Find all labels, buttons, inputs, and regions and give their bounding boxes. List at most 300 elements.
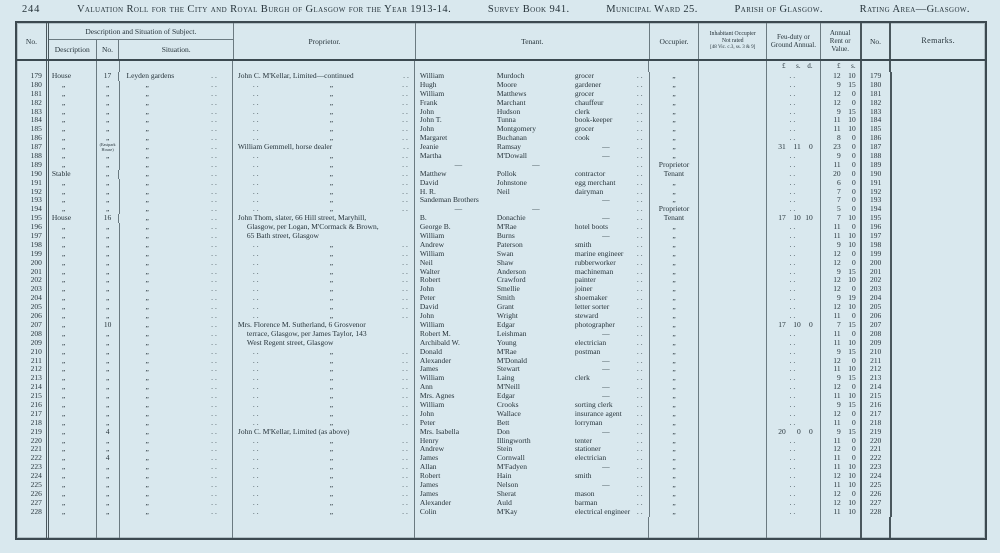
occupier-cell: Proprietor	[650, 205, 700, 214]
remarks-cell	[892, 99, 985, 108]
row-number-right: 201	[862, 268, 892, 277]
inhabitant-occupier-cell	[699, 214, 767, 223]
tenant-first-name: Hugh	[419, 79, 437, 89]
tenant-cell	[415, 454, 650, 463]
description-cell: „	[49, 445, 97, 454]
tenant-occupation: —	[602, 364, 610, 374]
row-number-left: 223	[17, 463, 49, 472]
dotted-leader: ..	[211, 293, 219, 303]
description-cell: „	[49, 232, 97, 241]
dotted-leader: ..	[211, 266, 219, 276]
inhabitant-occupier-cell	[699, 134, 767, 143]
dotted-leader: ..	[211, 168, 219, 178]
dotted-leader: ..	[211, 88, 219, 98]
description-cell: „	[49, 365, 97, 374]
row-number-right: 221	[862, 445, 892, 454]
header-situation: Situation.	[161, 45, 191, 54]
dotted-leader: ..	[211, 506, 219, 516]
ditto-mark: „	[329, 373, 334, 383]
remarks-cell	[892, 374, 985, 383]
tenant-surname: Young	[496, 337, 517, 347]
tenant-occupation: grocer	[574, 124, 595, 134]
tenant-first-name: Allan	[419, 462, 437, 472]
dotted-leader: ..	[211, 373, 219, 383]
tenant-first-name: Peter	[419, 417, 436, 427]
header-inhabitant-occupier: Inhabitant Occupier Not rated [48 Vic. c.3, ss. 3 & 9]	[699, 23, 767, 59]
tenant-first-name: Matthew	[419, 168, 447, 178]
dotted-leader: ..	[252, 382, 261, 392]
remarks-cell	[892, 285, 985, 294]
feu-pounds: 17	[778, 213, 786, 223]
occupier-cell: „	[650, 294, 700, 303]
inhabitant-occupier-cell	[699, 196, 767, 205]
inhabitant-occupier-cell	[699, 285, 767, 294]
situation-text: „	[145, 222, 149, 232]
dotted-leader: ..	[636, 204, 645, 214]
house-number-cell: „	[97, 108, 120, 117]
house-number-cell: „	[97, 276, 120, 285]
tenant-occupation: lorryman	[574, 417, 603, 427]
tenant-occupation: —	[602, 213, 610, 223]
row-number-right: 191	[862, 179, 892, 188]
house-number-cell: „	[97, 445, 120, 454]
tenant-cell	[415, 268, 650, 277]
rent-pounds: 11	[833, 222, 841, 232]
tenant-first-name: Jeanie	[419, 142, 439, 152]
dotted-leader: ..	[402, 399, 410, 409]
ditto-mark: „	[329, 471, 334, 481]
rent-pounds: 7	[836, 186, 841, 196]
dotted-leader: ..	[636, 488, 645, 498]
remarks-cell	[892, 161, 985, 170]
dotted-leader: ..	[402, 302, 410, 312]
row-number-left: 217	[17, 410, 49, 419]
rent-pounds: 11	[833, 311, 841, 321]
occupier-cell: „	[650, 196, 700, 205]
situation-text: „	[145, 399, 149, 409]
dotted-leader: ..	[252, 435, 261, 445]
dotted-leader: ..	[402, 373, 410, 383]
dotted-leader: ..	[211, 213, 219, 223]
feu-units: £ s. d.	[767, 61, 821, 72]
header-proprietor: Proprietor.	[234, 23, 416, 59]
tenant-surname: M'Rae	[496, 346, 517, 356]
remarks-cell	[892, 348, 985, 357]
dotted-leader: ..	[252, 479, 261, 489]
dotted-leader: ..	[402, 97, 410, 107]
tenant-first-name: David	[419, 302, 439, 312]
tenant-first-name: John	[419, 284, 435, 294]
house-number-cell: „	[97, 472, 120, 481]
tenant-occupation: stationer	[574, 444, 601, 454]
tenant-first-name: H. R.	[419, 186, 436, 196]
tenant-surname: Burns	[496, 231, 515, 241]
house-number-cell: „	[97, 481, 120, 490]
dotted-leader: ..	[211, 337, 219, 347]
feu-pence: 10	[805, 213, 813, 223]
table-footer-blank	[17, 517, 985, 538]
situation-text: „	[145, 444, 149, 454]
situation-text: „	[145, 159, 149, 169]
ditto-mark: „	[329, 408, 334, 418]
dotted-leader: ..	[211, 79, 219, 89]
row-number-left: 181	[17, 90, 49, 99]
ditto-mark: „	[329, 488, 334, 498]
dotted-leader: ..	[252, 124, 261, 134]
inhabitant-occupier-cell	[699, 72, 767, 81]
rent-pounds: 7	[836, 195, 841, 205]
situation-text: „	[145, 88, 149, 98]
rent-pounds: 11	[833, 328, 841, 338]
rent-pounds: 5	[836, 204, 841, 214]
ditto-mark: „	[329, 79, 334, 89]
rent-shillings: 10	[848, 115, 856, 125]
rent-shillings: 0	[851, 417, 856, 427]
dotted-leader: ..	[636, 373, 645, 383]
rent-pounds: 11	[833, 479, 841, 489]
tenant-first-name: William	[419, 231, 445, 241]
inhabitant-occupier-cell	[699, 365, 767, 374]
feu-pence: 0	[808, 319, 813, 329]
dotted-leader: ..	[211, 115, 219, 125]
rent-pounds: 6	[836, 177, 841, 187]
tenant-surname: Paterson	[496, 239, 523, 249]
rent-pounds: 11	[833, 231, 841, 241]
house-number-cell: „	[97, 463, 120, 472]
tenant-cell	[415, 357, 650, 366]
tenant-surname: Swan	[496, 248, 514, 258]
remarks-cell	[892, 401, 985, 410]
inhabitant-occupier-cell	[699, 490, 767, 499]
table-body	[17, 72, 985, 517]
dotted-leader: ..	[636, 222, 645, 232]
remarks-cell	[892, 365, 985, 374]
rent-shillings: 19	[848, 293, 856, 303]
dotted-leader: ..	[402, 453, 410, 463]
dotted-leader: ..	[402, 497, 410, 507]
rent-shillings: 10	[848, 302, 856, 312]
rent-shillings: 0	[851, 159, 856, 169]
dotted-leader: ..	[211, 435, 219, 445]
tenant-surname: Nelson	[496, 479, 519, 489]
house-number-cell: „	[97, 223, 120, 232]
dotted-leader: ..	[252, 417, 261, 427]
description-cell: „	[49, 90, 97, 99]
dotted-leader: ..	[211, 195, 219, 205]
ditto-mark: „	[329, 257, 334, 267]
dotted-leader: ..	[402, 115, 410, 125]
house-number-cell: „	[97, 90, 120, 99]
dotted-leader: ..	[789, 444, 798, 454]
inhabitant-occupier-cell	[699, 481, 767, 490]
row-number-right: 228	[862, 508, 892, 517]
rent-shillings: 15	[848, 266, 856, 276]
ditto-mark: „	[329, 133, 334, 143]
house-number-cell: „	[97, 419, 120, 428]
inhabitant-occupier-cell	[699, 303, 767, 312]
tenant-surname: —	[532, 159, 540, 169]
situation-text: „	[145, 106, 149, 116]
description-cell: „	[49, 454, 97, 463]
dotted-leader: ..	[789, 311, 798, 321]
situation-text: „	[145, 248, 149, 258]
tenant-surname: Grant	[496, 302, 514, 312]
situation-text: „	[145, 453, 149, 463]
row-number-right: 227	[862, 499, 892, 508]
house-number-cell: „	[97, 268, 120, 277]
dotted-leader: ..	[636, 213, 645, 223]
tenant-occupation: clerk	[574, 106, 590, 116]
ditto-mark: „	[329, 106, 334, 116]
tenant-surname: Johnstone	[496, 177, 527, 187]
description-cell: „	[49, 134, 97, 143]
description-cell: House	[49, 72, 97, 81]
tenant-occupation: insurance agent	[574, 408, 622, 418]
dotted-leader: ..	[252, 248, 261, 258]
ditto-mark: „	[329, 417, 334, 427]
house-number-cell: „	[97, 401, 120, 410]
row-number-left: 210	[17, 348, 49, 357]
remarks-cell	[892, 463, 985, 472]
page-number: 244	[22, 4, 41, 15]
dotted-leader: ..	[252, 391, 261, 401]
tenant-occupation: shoemaker	[574, 293, 608, 303]
dotted-leader: ..	[252, 444, 261, 454]
dotted-leader: ..	[402, 435, 410, 445]
tenant-occupation: smith	[574, 471, 592, 481]
dotted-leader: ..	[211, 257, 219, 267]
rent-pounds: 12	[833, 444, 841, 454]
dotted-leader: ..	[211, 426, 219, 436]
dotted-leader: ..	[211, 239, 219, 249]
situation-text: „	[145, 124, 149, 134]
dotted-leader: ..	[211, 364, 219, 374]
occupier-cell: „	[650, 268, 700, 277]
dotted-leader: ..	[211, 399, 219, 409]
description-cell: „	[49, 437, 97, 446]
tenant-first-name: Mrs. Isabella	[419, 426, 460, 436]
rent-pounds: 12	[833, 408, 841, 418]
description-cell: „	[49, 374, 97, 383]
row-number-left: 201	[17, 268, 49, 277]
occupier-cell: „	[650, 241, 700, 250]
occupier-cell: „	[650, 81, 700, 90]
rent-pounds: 12	[833, 88, 841, 98]
row-number-right: 205	[862, 303, 892, 312]
description-cell: „	[49, 205, 97, 214]
annual-rent-cell	[821, 508, 862, 517]
dotted-leader: ..	[636, 319, 645, 329]
header-no-left: No.	[17, 23, 49, 59]
tenant-occupation: dairyman	[574, 186, 604, 196]
tenant-cell	[415, 374, 650, 383]
tenant-surname: Edgar	[496, 319, 515, 329]
ditto-mark: „	[329, 284, 334, 294]
description-cell: „	[49, 410, 97, 419]
rent-shillings: 0	[851, 382, 856, 392]
occupier-cell: „	[650, 72, 700, 81]
rent-shillings: 10	[848, 275, 856, 285]
dotted-leader: ..	[211, 391, 219, 401]
dotted-leader: ..	[252, 133, 261, 143]
dotted-leader: ..	[402, 311, 410, 321]
remarks-cell	[892, 170, 985, 179]
rent-pounds: 12	[833, 471, 841, 481]
ditto-mark: „	[329, 204, 334, 214]
tenant-first-name: James	[419, 453, 439, 463]
inhabitant-occupier-cell	[699, 108, 767, 117]
feu-pence: 0	[808, 426, 813, 436]
dotted-leader: ..	[402, 408, 410, 418]
occupier-cell: „	[650, 250, 700, 259]
remarks-cell	[892, 508, 985, 517]
dotted-leader: ..	[636, 444, 645, 454]
occupier-cell: „	[650, 499, 700, 508]
dotted-leader: ..	[789, 186, 798, 196]
inhabitant-occupier-cell	[699, 437, 767, 446]
tenant-cell	[415, 108, 650, 117]
feu-duty-cell	[767, 508, 821, 517]
dotted-leader: ..	[252, 506, 261, 516]
dotted-leader: ..	[636, 97, 645, 107]
dotted-leader: ..	[402, 355, 410, 365]
inhabitant-occupier-cell	[699, 330, 767, 339]
remarks-cell	[892, 143, 985, 152]
tenant-surname: Buchanan	[496, 133, 527, 143]
page-head	[22, 4, 970, 15]
remarks-cell	[892, 116, 985, 125]
tenant-surname: Leishman	[496, 328, 527, 338]
tenant-occupation: electrical engineer	[574, 506, 631, 516]
survey-book-label: Survey Book 941.	[487, 4, 570, 15]
inhabitant-occupier-cell	[699, 445, 767, 454]
inhabitant-occupier-cell	[699, 116, 767, 125]
ditto-mark: „	[329, 444, 334, 454]
dotted-leader: ..	[402, 462, 410, 472]
tenant-surname: Tunna	[496, 115, 516, 125]
occupier-cell: „	[650, 374, 700, 383]
situation-text: „	[145, 142, 149, 152]
rent-pounds: 12	[833, 71, 841, 80]
tenant-cell	[415, 125, 650, 134]
occupier-cell: „	[650, 143, 700, 152]
rent-pounds: 9	[836, 293, 841, 303]
rent-shillings: 0	[851, 97, 856, 107]
ditto-mark: „	[329, 88, 334, 98]
dotted-leader: ..	[789, 373, 798, 383]
proprietor-text: William Gemmell, horse dealer	[237, 142, 333, 152]
tenant-occupation: —	[602, 462, 610, 472]
rent-shillings: 15	[848, 399, 856, 409]
rent-shillings: 15	[848, 346, 856, 356]
tenant-first-name: Colin	[419, 506, 437, 516]
dotted-leader: ..	[789, 124, 798, 134]
dotted-leader: ..	[789, 204, 798, 214]
ditto-mark: „	[329, 177, 334, 187]
row-number-right: 207	[862, 321, 892, 330]
remarks-cell	[892, 232, 985, 241]
situation-text: „	[145, 266, 149, 276]
rent-shillings: 0	[851, 88, 856, 98]
tenant-first-name: William	[419, 248, 445, 258]
occupier-cell: „	[650, 357, 700, 366]
tenant-occupation: painter	[574, 275, 596, 285]
dotted-leader: ..	[252, 453, 261, 463]
tenant-occupation: —	[602, 355, 610, 365]
situation-text: „	[145, 506, 149, 516]
remarks-cell	[892, 179, 985, 188]
rent-shillings: 10	[848, 364, 856, 374]
ditto-mark: „	[329, 151, 334, 161]
row-number-right: 224	[862, 472, 892, 481]
situation-text: „	[145, 231, 149, 241]
inhabitant-occupier-cell	[699, 99, 767, 108]
row-number-left: 224	[17, 472, 49, 481]
description-cell: „	[49, 303, 97, 312]
dotted-leader: ..	[402, 417, 410, 427]
rent-shillings: 10	[848, 391, 856, 401]
dotted-leader: ..	[211, 444, 219, 454]
dotted-leader: ..	[252, 471, 261, 481]
inhabitant-occupier-cell	[699, 321, 767, 330]
inhabitant-occupier-cell	[699, 90, 767, 99]
tenant-first-name: Peter	[419, 293, 436, 303]
situation-text: „	[145, 364, 149, 374]
tenant-surname: Stewart	[496, 364, 520, 374]
remarks-cell	[892, 454, 985, 463]
inhabitant-occupier-cell	[699, 472, 767, 481]
ditto-mark: „	[329, 346, 334, 356]
table-row	[17, 508, 985, 517]
ditto-mark: „	[329, 186, 334, 196]
occupier-cell: „	[650, 312, 700, 321]
occupier-cell: „	[650, 437, 700, 446]
house-number-cell: 10	[97, 321, 120, 330]
dotted-leader: ..	[211, 302, 219, 312]
rent-shillings: 10	[848, 497, 856, 507]
tenant-cell	[415, 508, 650, 517]
rent-pounds: 12	[833, 97, 841, 107]
situation-text: „	[145, 186, 149, 196]
situation-text: „	[145, 151, 149, 161]
inhabitant-occupier-cell	[699, 357, 767, 366]
description-cell: „	[49, 348, 97, 357]
row-number-left: 189	[17, 161, 49, 170]
description-cell: „	[49, 419, 97, 428]
inhabitant-occupier-cell	[699, 241, 767, 250]
tenant-occupation: book-keeper	[574, 115, 613, 125]
situation-text: „	[145, 293, 149, 303]
rent-pounds: 12	[833, 248, 841, 258]
dotted-leader: ..	[636, 79, 645, 89]
dotted-leader: ..	[636, 248, 645, 258]
row-number-left: 221	[17, 445, 49, 454]
tenant-first-name: John	[419, 408, 435, 418]
tenant-first-name: William	[419, 71, 445, 80]
row-number-left: 216	[17, 401, 49, 410]
dotted-leader: ..	[789, 346, 798, 356]
feu-pounds: 20	[778, 426, 786, 436]
tenant-occupation: rubberworker	[574, 257, 616, 267]
dotted-leader: ..	[402, 382, 410, 392]
occupier-cell: „	[650, 481, 700, 490]
situation-text: „	[145, 168, 149, 178]
dotted-leader: ..	[211, 142, 219, 152]
row-number-left: 222	[17, 454, 49, 463]
rent-shillings: 0	[851, 408, 856, 418]
remarks-cell	[892, 205, 985, 214]
header-no-right: No.	[862, 23, 892, 59]
